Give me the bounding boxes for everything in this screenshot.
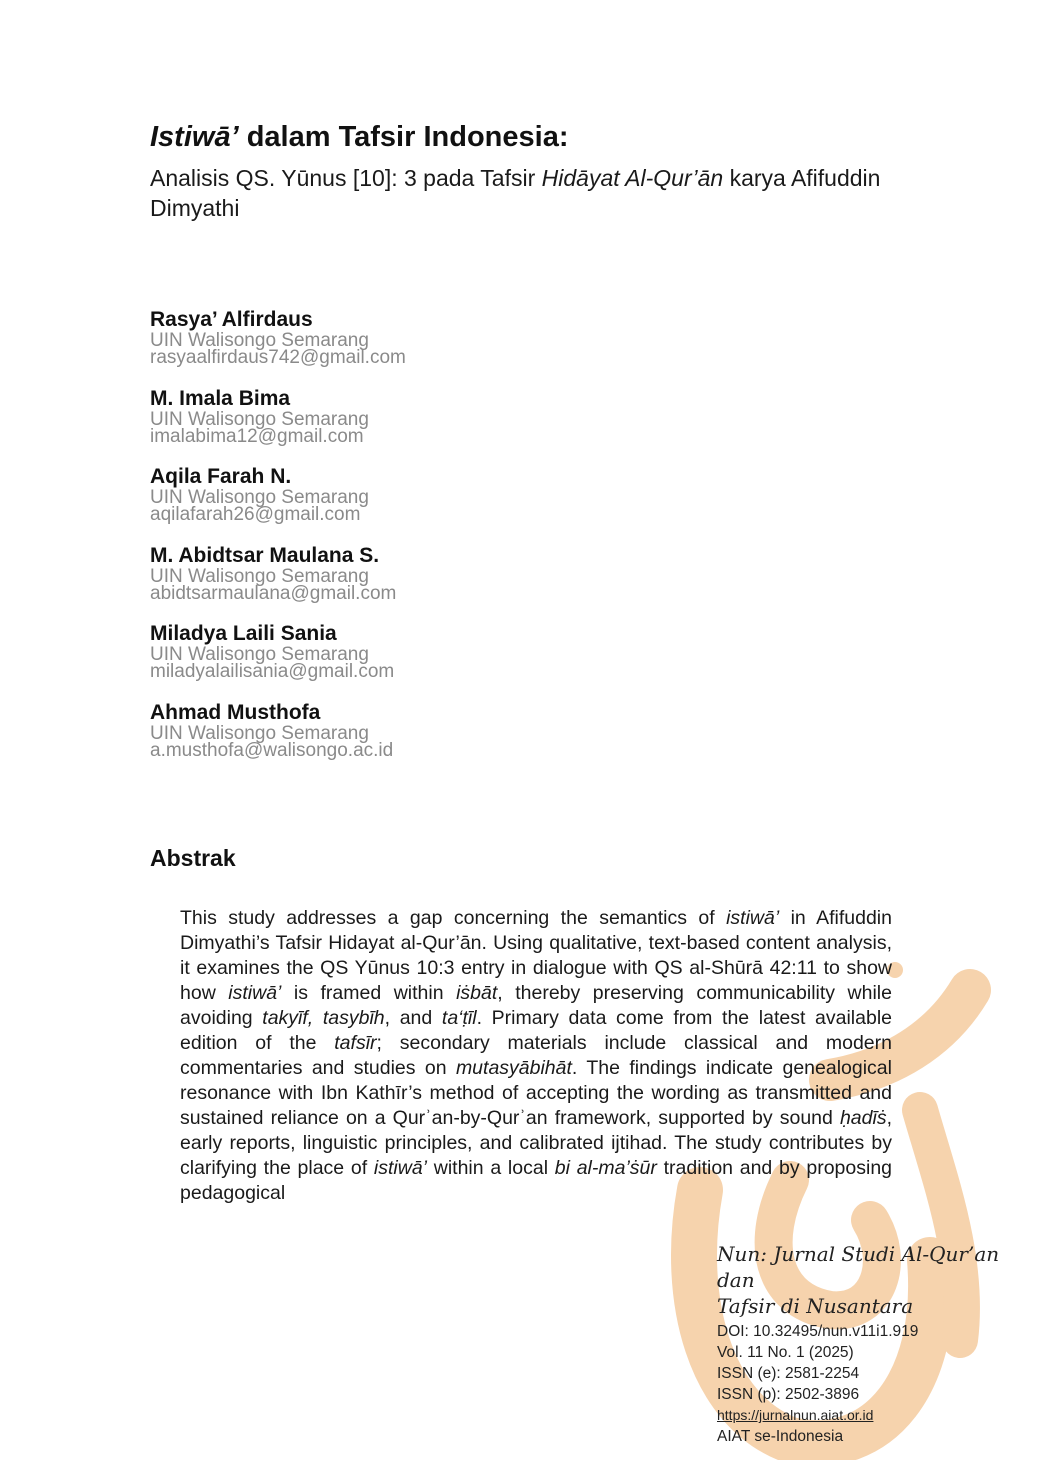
abstract-text-run: . Primary data come from the latest available edition of the xyxy=(180,1007,892,1054)
journal-name-line: Tafsir di Nusantara xyxy=(717,1294,914,1318)
author-name: M. Abidtsar Maulana S. xyxy=(150,543,380,567)
author-affiliation: UIN Walisongo Semarang xyxy=(150,565,369,587)
abstract-italic-term: ta‘ṭīl xyxy=(441,1007,477,1029)
author-email: a.musthofa@walisongo.ac.id xyxy=(150,739,394,761)
author-affiliation: UIN Walisongo Semarang xyxy=(150,408,369,430)
abstract-text-run: in Afifuddin Dimyathi’s Tafsir Hidayat al-Qur’ān. Using qualitative, text-based content analysis, it examines the QS Yūnus 10:3 entry in dialogue with QS al-Shūrā 42:11 to show how xyxy=(180,907,892,1004)
author-email: imalabima12@gmail.com xyxy=(150,425,364,447)
author-affiliation: UIN Walisongo Semarang xyxy=(150,330,369,351)
abstract-text-run: , and xyxy=(384,1007,442,1029)
author-name: Aqila Farah N. xyxy=(150,465,292,488)
author-name: M. Imala Bima xyxy=(150,386,291,410)
abstract-italic-term: istiwā’ xyxy=(373,1157,427,1179)
abstract-text-run: , thereby preserving communicability while avoiding xyxy=(180,982,892,1029)
journal-doi: DOI: 10.32495/nun.v11i1.919 xyxy=(717,1323,919,1340)
author-block xyxy=(150,465,750,544)
abstract-italic-term: iṡbāt xyxy=(456,982,498,1004)
author-affiliation: UIN Walisongo Semarang xyxy=(150,644,369,665)
abstract-text-run: , early reports, linguistic principles, and calibrated ijtihad. The study contributes by clarifying the place of xyxy=(180,1107,892,1179)
subtitle-text: Analisis QS. Yūnus [10]: 3 pada Tafsir xyxy=(150,165,542,191)
author-affiliation: UIN Walisongo Semarang xyxy=(150,487,369,508)
author-list xyxy=(150,308,750,779)
author-block xyxy=(150,308,750,387)
journal-url-link[interactable]: https://jurnalnun.aiat.or.id xyxy=(717,1407,874,1423)
abstract-text-run: . The findings indicate genealogical resonance with Ibn Kathīr’s method of accepting the wording as transmitted and sustained reliance on a Qurʾan-by-Qurʾan framework, supported by sound xyxy=(180,1057,892,1129)
abstract-body xyxy=(180,906,892,1206)
abstract-italic-term: takyīf, tasybīh xyxy=(262,1007,385,1029)
author-name: Miladya Laili Sania xyxy=(150,622,337,645)
journal-issn-print: ISSN (p): 2502-3896 xyxy=(717,1386,860,1403)
journal-name-line: Nun: Jurnal Studi Al-Qur’an dan xyxy=(717,1242,1000,1292)
journal-name xyxy=(717,1241,1017,1319)
author-block xyxy=(150,544,750,623)
author-email: miladyalailisania@gmail.com xyxy=(150,661,395,682)
journal-volume: Vol. 11 No. 1 (2025) xyxy=(717,1344,854,1361)
abstract-italic-term: ḥadīṡ xyxy=(839,1107,887,1129)
abstract-italic-term: mutasyābihāt xyxy=(455,1057,572,1079)
author-block xyxy=(150,701,750,780)
abstract-heading: Abstrak xyxy=(150,845,236,871)
paper-title xyxy=(150,118,568,156)
title-rest: dalam Tafsir Indonesia: xyxy=(238,121,569,153)
journal-publisher: AIAT se-Indonesia xyxy=(717,1428,844,1445)
abstract-text-run: This study addresses a gap concerning the semantics of xyxy=(180,907,727,929)
author-email: abidtsarmaulana@gmail.com xyxy=(150,582,397,604)
title-italic-term: Istiwā’ xyxy=(150,121,239,153)
author-name: Rasya’ Alfirdaus xyxy=(150,308,313,331)
author-name: Ahmad Musthofa xyxy=(150,700,321,724)
author-affiliation: UIN Walisongo Semarang xyxy=(150,722,369,744)
abstract-text-run: ; secondary materials include classical and modern commentaries and studies on xyxy=(180,1032,892,1079)
abstract-text-run: within a local xyxy=(427,1157,555,1179)
subtitle-text-end: karya Afifuddin Dimyathi xyxy=(150,165,881,221)
abstract-italic-term: bi al-ma’ṡūr xyxy=(554,1157,657,1179)
abstract-italic-term: istiwā’ xyxy=(228,982,282,1004)
paper-subtitle xyxy=(150,163,910,223)
journal-issn-electronic: ISSN (e): 2581-2254 xyxy=(717,1365,860,1382)
author-email: rasyaalfirdaus742@gmail.com xyxy=(150,347,406,368)
subtitle-italic-term: Hidāyat Al-Qur’ān xyxy=(541,165,724,191)
abstract-italic-term: istiwā’ xyxy=(726,907,780,929)
journal-info xyxy=(717,1241,1017,1447)
author-block xyxy=(150,622,750,701)
abstract-text-run: is framed within xyxy=(281,982,457,1004)
abstract-text-run: tradition and by proposing pedagogical xyxy=(180,1157,893,1204)
author-block xyxy=(150,387,750,466)
abstract-italic-term: tafsīr xyxy=(334,1032,377,1054)
author-email: aqilafarah26@gmail.com xyxy=(150,504,361,525)
